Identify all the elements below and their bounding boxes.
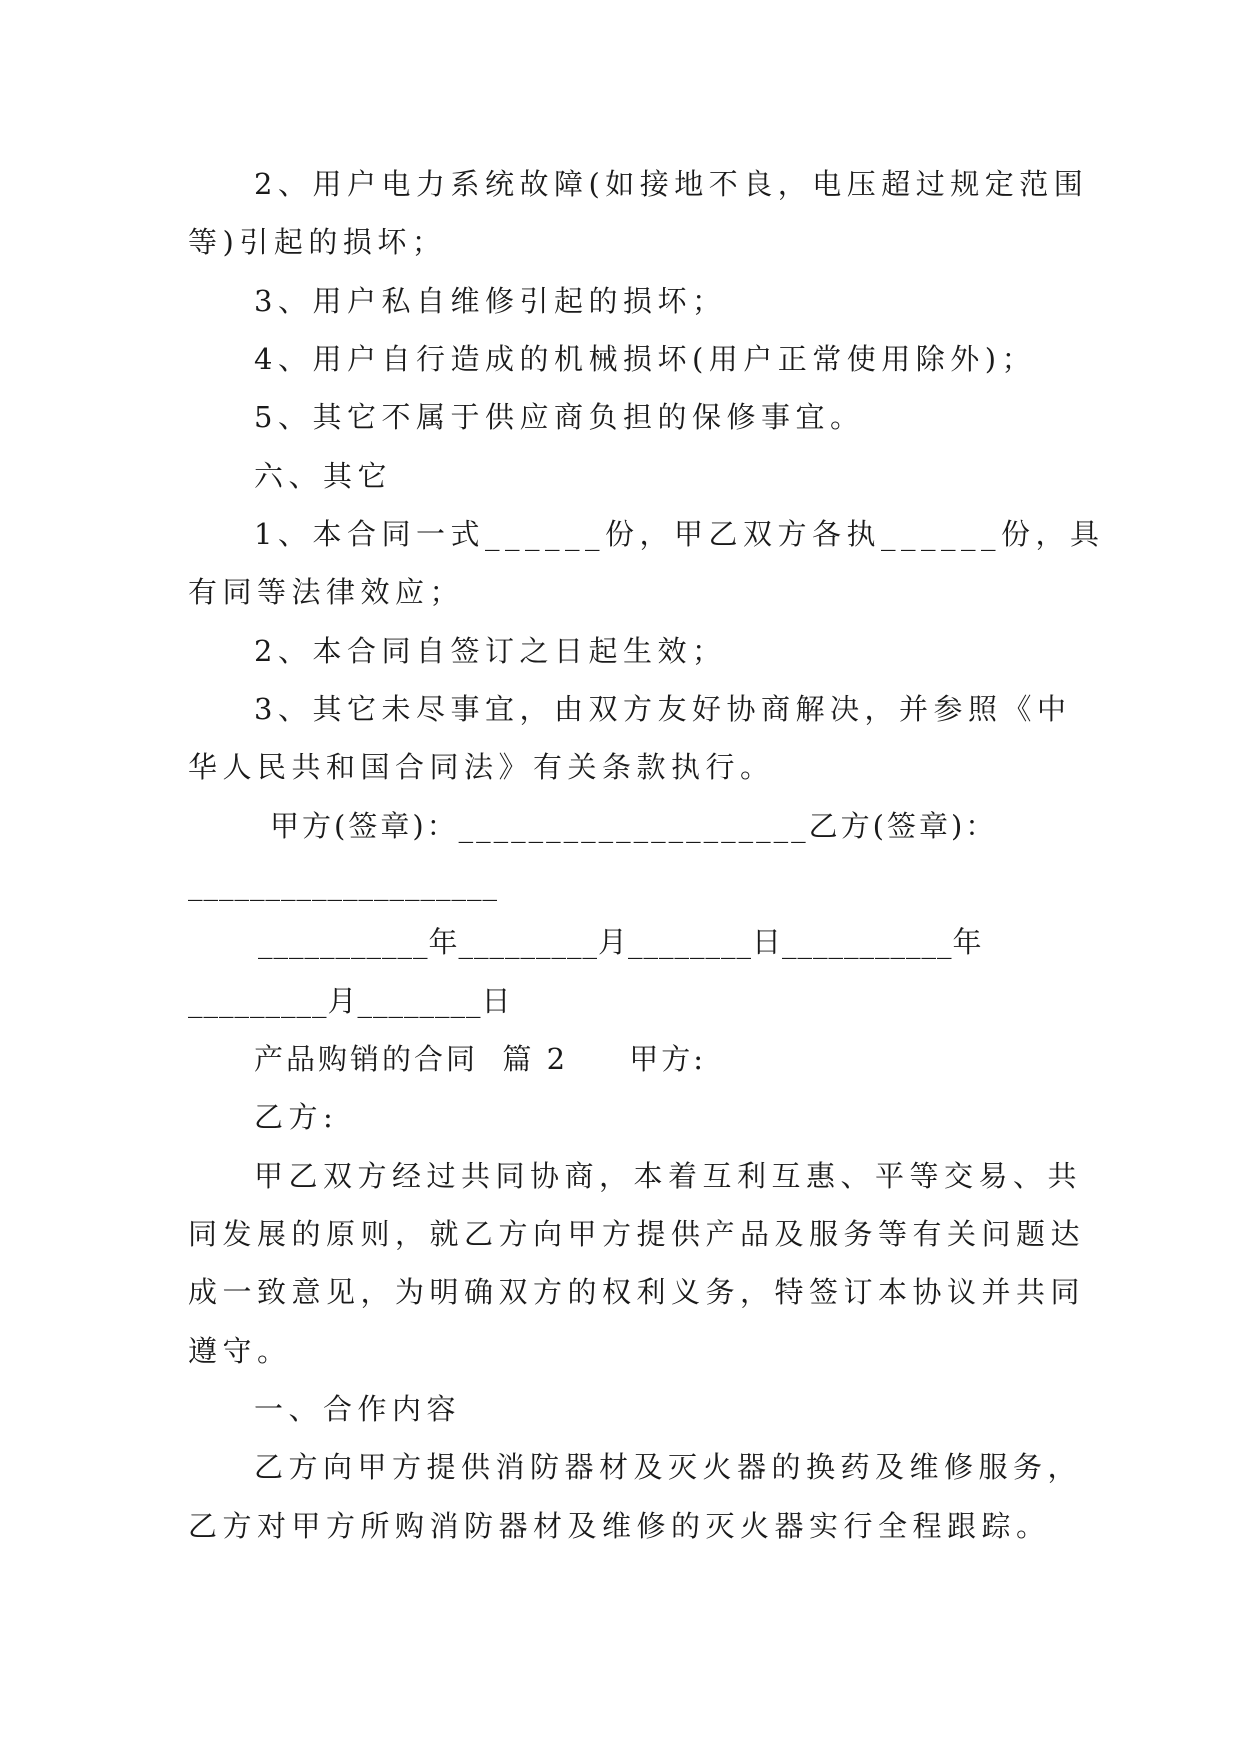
clause-3: 3、用户私自维修引起的损坏； <box>254 284 727 318</box>
preamble-line-1: 甲乙双方经过共同协商，本着互利互惠、平等交易、共 <box>254 1159 1083 1193</box>
clause-2-line-1: 2、用户电力系统故障(如接地不良，电压超过规定范围 <box>254 167 1089 201</box>
contract-2-heading: 产品购销的合同 篇 2 甲方: <box>254 1042 706 1076</box>
preamble-line-3: 成一致意见，为明确双方的权利义务，特签订本协议并共同 <box>188 1275 1086 1309</box>
preamble-line-2: 同发展的原则，就乙方向甲方提供产品及服务等有关问题达 <box>188 1217 1086 1251</box>
section-6-clause-3-line-1: 3、其它未尽事宜，由双方友好协商解决，并参照《中 <box>254 692 1072 726</box>
clause-5: 5、其它不属于供应商负担的保修事宜。 <box>254 400 865 434</box>
date-line-2: _________月________日 <box>188 984 512 1018</box>
section-1-heading: 一、合作内容 <box>254 1392 462 1426</box>
section-6-clause-1-line-1: 1、本合同一式______份，甲乙双方各执______份，具 <box>254 517 1105 551</box>
party-b-label: 乙方: <box>254 1100 339 1134</box>
date-line-1: ___________年_________月________日___________年 <box>258 925 983 959</box>
cooperation-line-2: 乙方对甲方所购消防器材及维修的灭火器实行全程跟踪。 <box>188 1509 1051 1543</box>
cooperation-line-1: 乙方向甲方提供消防器材及灭火器的换药及维修服务， <box>254 1450 1083 1484</box>
section-6-clause-1-line-2: 有同等法律效应； <box>188 575 465 609</box>
section-6-clause-3-line-2: 华人民共和国合同法》有关条款执行。 <box>188 750 775 784</box>
section-6-heading: 六、其它 <box>254 459 393 493</box>
section-6-clause-2: 2、本合同自签订之日起生效； <box>254 634 727 668</box>
signature-line: 甲方(签章)：____________________乙方(签章)： <box>270 809 998 843</box>
signature-blank-continuation: ____________________ <box>188 867 498 901</box>
preamble-line-4: 遵守。 <box>188 1334 292 1368</box>
clause-2-line-2: 等)引起的损坏； <box>188 225 447 259</box>
clause-4: 4、用户自行造成的机械损坏(用户正常使用除外)； <box>254 342 1037 376</box>
